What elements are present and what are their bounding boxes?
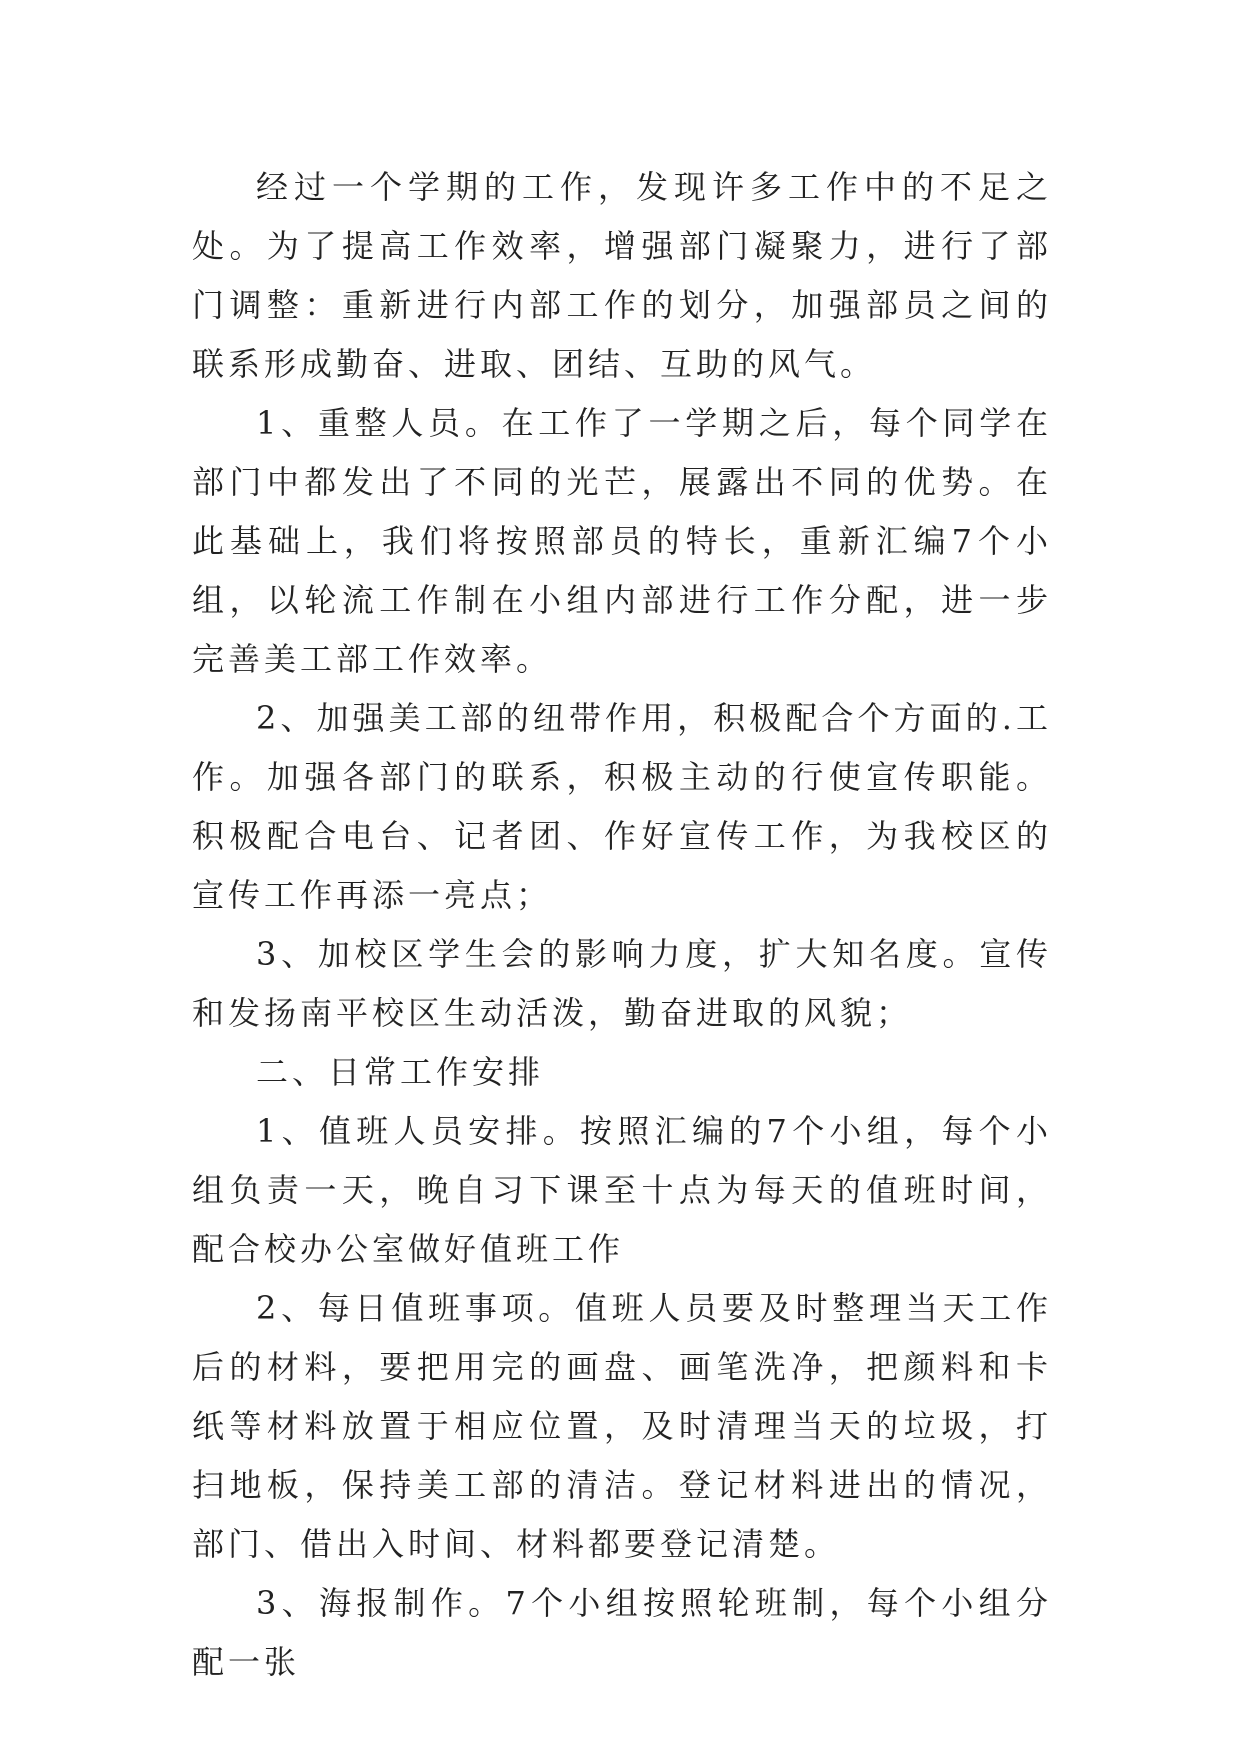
paragraph-poster-making: 3、海报制作。7个小组按照轮班制，每个小组分配一张 bbox=[192, 1584, 1052, 1681]
paragraph-duty-items: 2、每日值班事项。值班人员要及时整理当天工作后的材料，要把用完的画盘、画笔洗净，把颜料和卡纸等材料放置于相应位置，及时清理当天的垃圾，打扫地板，保持美工部的清洁。登记材料进出的情况，部门、借出入时间、材料都要登记清楚。 bbox=[192, 1289, 1052, 1563]
section-heading-daily-work: 二、日常工作安排 bbox=[256, 1053, 545, 1091]
paragraph-item-1: 1、重整人员。在工作了一学期之后，每个同学在部门中都发出了不同的光芒，展露出不同的优势。在此基础上，我们将按照部员的特长，重新汇编7个小组，以轮流工作制在小组内部进行工作分配，进一步完善美工部工作效率。 bbox=[192, 404, 1052, 678]
paragraph-item-2: 2、加强美工部的纽带作用，积极配合个方面的.工作。加强各部门的联系，积极主动的行使宣传职能。积极配合电台、记者团、作好宣传工作，为我校区的宣传工作再添一亮点； bbox=[192, 699, 1052, 914]
paragraph-duty-staff: 1、值班人员安排。按照汇编的7个小组，每个小组负责一天，晚自习下课至十点为每天的值班时间，配合校办公室做好值班工作 bbox=[192, 1112, 1052, 1268]
document-body bbox=[192, 158, 1052, 1692]
paragraph-intro: 经过一个学期的工作，发现许多工作中的不足之处。为了提高工作效率，增强部门凝聚力，进行了部门调整：重新进行内部工作的划分，加强部员之间的联系形成勤奋、进取、团结、互助的风气。 bbox=[192, 168, 1052, 383]
paragraph-item-3: 3、加校区学生会的影响力度，扩大知名度。宣传和发扬南平校区生动活泼，勤奋进取的风貌； bbox=[192, 935, 1052, 1032]
